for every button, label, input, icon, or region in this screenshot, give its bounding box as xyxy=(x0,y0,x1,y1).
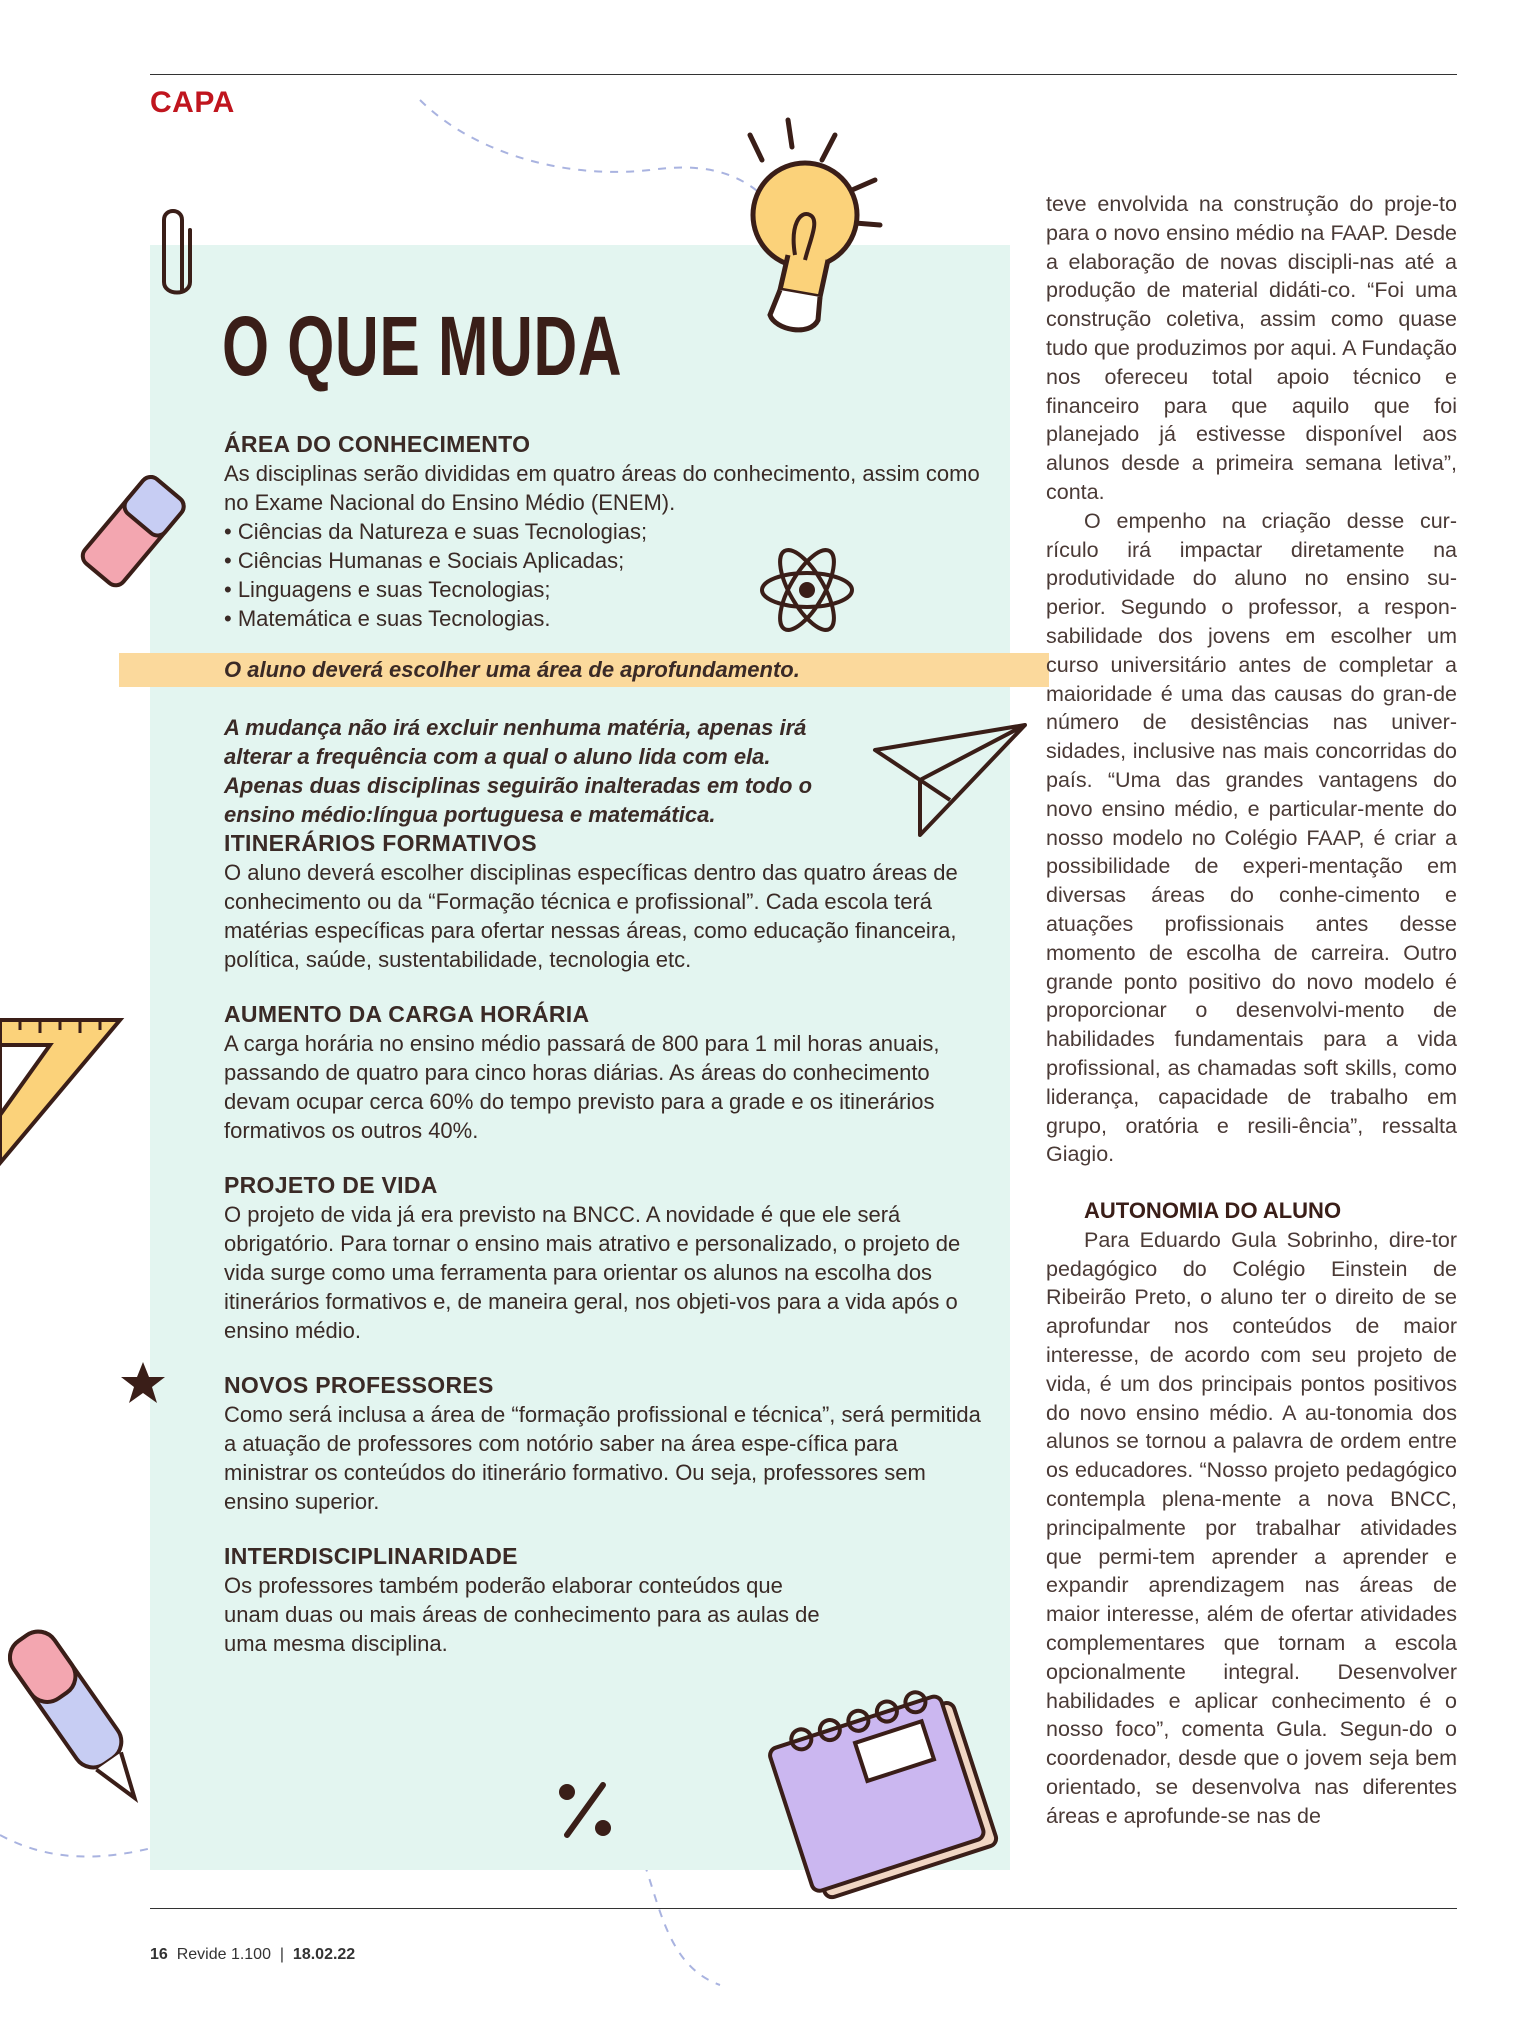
highlight-note xyxy=(224,655,984,684)
page-number: 16 xyxy=(150,1946,168,1963)
highlight-text: O aluno deverá escolher uma área de aprofundamento. xyxy=(224,657,800,682)
italic-note-1: A mudança não irá excluir nenhuma matéria, apenas irá alterar a frequência com a qual o aluno lida com ela. xyxy=(224,715,807,769)
itinerarios-text: O aluno deverá escolher disciplinas específicas dentro das quatro áreas de conhecimento ou da “Formação técnica e profissional”. Cada escola terá matérias específicas para ofertar nessas áreas, como educação financeira, política, saúde, sustentabilidade, tecnologia etc. xyxy=(224,860,958,972)
area-item: • Ciências Humanas e Sociais Aplicadas; xyxy=(224,548,625,573)
projeto-heading: PROJETO DE VIDA xyxy=(224,1172,438,1198)
area-item: • Ciências da Natureza e suas Tecnologias; xyxy=(224,519,648,544)
ruler-triangle-icon xyxy=(0,1015,125,1165)
box-body xyxy=(224,430,984,1684)
paperclip-icon xyxy=(152,200,202,300)
projeto-text: O projeto de vida já era previsto na BNCC. A novidade é que ele será obrigatório. Para tornar o ensino mais atrativo e personalizado, o projeto de vida surge como uma ferramenta para orientar os alunos na escolha dos itinerários formativos e, de maneira geral, nos objeti-vos para a vida após o ensino médio. xyxy=(224,1202,961,1343)
professores-heading: NOVOS PROFESSORES xyxy=(224,1372,494,1398)
percent-icon xyxy=(555,1780,615,1840)
column-paragraph: teve envolvida na construção do proje-to para o novo ensino médio na FAAP. Desde a elaboração de novas discipli-nas até a produção de material didáti-co. “Foi uma construção coletiva, assim como quase tudo que produzimos por aqui. A Fundação nos ofereceu total apoio técnico e financeiro para que aquilo que foi planejado já estivesse disponível aos alunos desde a primeira semana letiva”, conta. xyxy=(1046,192,1457,504)
star-icon xyxy=(120,1360,166,1406)
notebook-icon xyxy=(765,1690,1015,1915)
footer xyxy=(150,1946,355,1964)
bottom-rule xyxy=(150,1908,1457,1909)
italic-note-2: Apenas duas disciplinas seguirão inalteradas em todo o ensino médio:língua portuguesa e matemática. xyxy=(224,773,813,827)
carga-heading: AUMENTO DA CARGA HORÁRIA xyxy=(224,1001,590,1027)
carga-text: A carga horária no ensino médio passará de 800 para 1 mil horas anuais, passando de quatro para cinco horas diárias. As áreas do conhecimento devam ocupar cerca 60% do tempo previsto para a grade e os itinerários formativos os outros 40%. xyxy=(224,1031,940,1143)
box-title: O QUE MUDA xyxy=(222,299,623,393)
pen-icon xyxy=(0,1610,165,1830)
lightbulb-icon xyxy=(710,115,900,345)
inter-heading: INTERDISCIPLINARIDADE xyxy=(224,1543,518,1569)
section-itinerarios xyxy=(224,829,984,974)
atom-icon xyxy=(757,535,857,645)
area-intro: As disciplinas serão divididas em quatro áreas do conhecimento, assim como no Exame Nacional do Ensino Médio (ENEM). xyxy=(224,461,980,515)
issue-date: 18.02.22 xyxy=(292,1946,356,1963)
footer-separator: | xyxy=(279,1946,285,1963)
area-item: • Linguagens e suas Tecnologias; xyxy=(224,577,551,602)
eraser-icon xyxy=(75,470,185,600)
area-item: • Matemática e suas Tecnologias. xyxy=(224,606,551,631)
area-heading: ÁREA DO CONHECIMENTO xyxy=(224,431,531,457)
inter-text: Os professores também poderão elaborar conteúdos que unam duas ou mais áreas de conhecimento para as aulas de uma mesma disciplina. xyxy=(224,1573,820,1656)
magazine-issue: Revide 1.100 xyxy=(176,1946,271,1963)
section-professores xyxy=(224,1371,984,1516)
professores-text: Como será inclusa a área de “formação profissional e técnica”, será permitida a atuação de professores com notório saber na área espe-cífica para ministrar os conteúdos do itinerário formativo. Ou seja, professores sem ensino superior. xyxy=(224,1402,981,1514)
section-area xyxy=(224,430,984,633)
section-projeto xyxy=(224,1171,984,1345)
article-column xyxy=(1046,190,1457,1831)
column-paragraph: Para Eduardo Gula Sobrinho, dire-tor pedagógico do Colégio Einstein de Ribeirão Preto, o aluno ter o direito de se aprofundar nos conteúdos de maior interesse, de acordo com seu projeto de vida, é um dos principais pontos positivos do novo ensino médio. A au-tonomia dos alunos se tornou a palavra de ordem entre os educadores. “Nosso projeto pedagógico contempla plena-mente a nova BNCC, principalmente por trabalhar atividades que permi-tem aprender a aprender e expandir aprendizagem nas áreas de maior interesse, além de ofertar atividades complementares que tornam a escola opcionalmente integral. Desenvolver habilidades e aplicar conhecimento é o nosso foco”, comenta Gula. Segun-do o coordenador, desde que o jovem seja bem orientado, se desenvolva nas diferentes áreas e aprofunde-se nas de xyxy=(1046,1227,1457,1828)
column-subheading: AUTONOMIA DO ALUNO xyxy=(1084,1198,1342,1224)
paper-plane-icon xyxy=(870,720,1030,840)
column-paragraph: O empenho na criação desse cur-rículo irá impactar diretamente na produtividade do aluno no ensino su-perior. Segundo o professor, a respon-sabilidade dos jovens em escolher um curso universitário antes de completar a maioridade é uma das causas do gran-de número de desistências nas univer-sidades, inclusive nas mais concorridas do país. “Uma das grandes vantagens do novo ensino médio, e particular-mente do nosso modelo no Colégio FAAP, é criar a possibilidade de experi-mentação em diversas áreas do conhe-cimento e atuações profissionais antes desse momento de escolha de carreira. Outro grande ponto positivo do novo modelo é proporcionar o desenvolvi-mento de habilidades fundamentais para a vida profissional, as chamadas soft skills, como liderança, capacidade de trabalho em grupo, oratória e resili-ência”, ressalta Giagio. xyxy=(1046,508,1457,1167)
section-label: CAPA xyxy=(150,86,235,119)
itinerarios-heading: ITINERÁRIOS FORMATIVOS xyxy=(224,830,537,856)
section-inter xyxy=(224,1542,844,1658)
section-carga xyxy=(224,1000,984,1145)
